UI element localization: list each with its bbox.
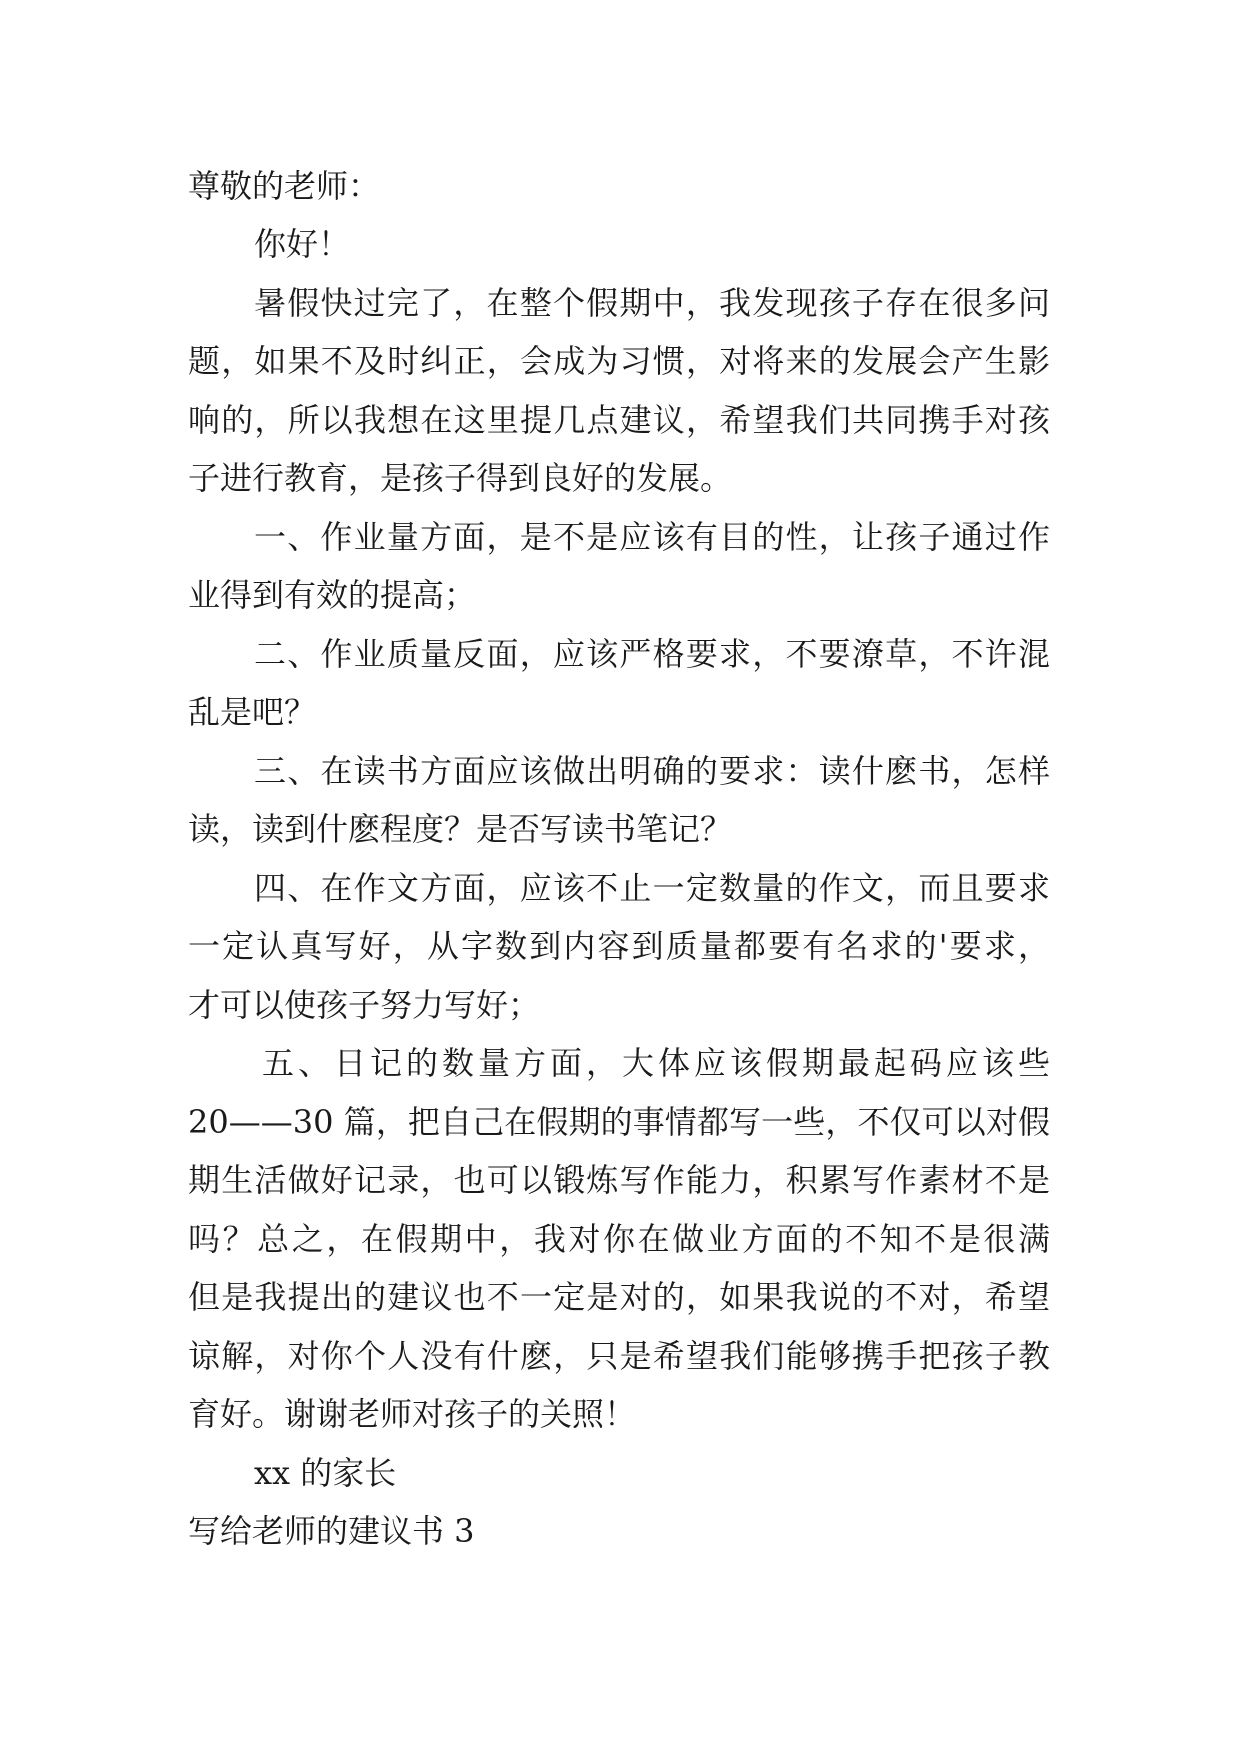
point-5-line: 20——30 篇，把自己在假期的事情都写一些，不仅可以对假 [188,1103,1050,1141]
point-5-line: 但是我提出的建议也不一定是对的，如果我说的不对，希望 [188,1278,1050,1316]
signature: xx 的家长 [254,1454,397,1492]
point-3-line: 读，读到什麽程度？是否写读书笔记？ [188,810,733,848]
point-1-line: 一、作业量方面，是不是应该有目的性，让孩子通过作 [254,518,1050,556]
point-5-line: 谅解，对你个人没有什麽，只是希望我们能够携手把孩子教 [188,1337,1050,1375]
point-3-line: 三、在读书方面应该做出明确的要求：读什麽书，怎样 [254,752,1050,790]
paragraph-line: 响的，所以我想在这里提几点建议，希望我们共同携手对孩 [188,401,1050,439]
point-4-line: 才可以使孩子努力写好； [188,986,541,1024]
point-2-line: 乱是吧？ [188,693,317,731]
greeting: 你好！ [254,225,351,263]
point-5-line: 五、日记的数量方面，大体应该假期最起码应该些 [262,1044,1050,1082]
point-2-line: 二、作业质量反面，应该严格要求，不要潦草，不许混 [254,635,1050,673]
next-section-title: 写给老师的建议书 3 [188,1512,475,1550]
point-5-line: 育好。谢谢老师对孩子的关照！ [188,1395,637,1433]
point-4-line: 四、在作文方面，应该不止一定数量的作文，而且要求 [254,869,1050,907]
salutation: 尊敬的老师： [188,167,381,205]
point-1-line: 业得到有效的提高； [188,576,477,614]
point-5-line: 吗？总之，在假期中，我对你在做业方面的不知不是很满 [188,1220,1050,1258]
point-4-line: 一定认真写好，从字数到内容到质量都要有名求的'要求， [188,927,1050,965]
paragraph-line: 题，如果不及时纠正，会成为习惯，对将来的发展会产生影 [188,342,1050,380]
point-5-line: 期生活做好记录，也可以锻炼写作能力，积累写作素材不是 [188,1161,1050,1199]
paragraph-line: 暑假快过完了，在整个假期中，我发现孩子存在很多问 [254,284,1050,322]
paragraph-line: 子进行教育，是孩子得到良好的发展。 [188,459,733,497]
